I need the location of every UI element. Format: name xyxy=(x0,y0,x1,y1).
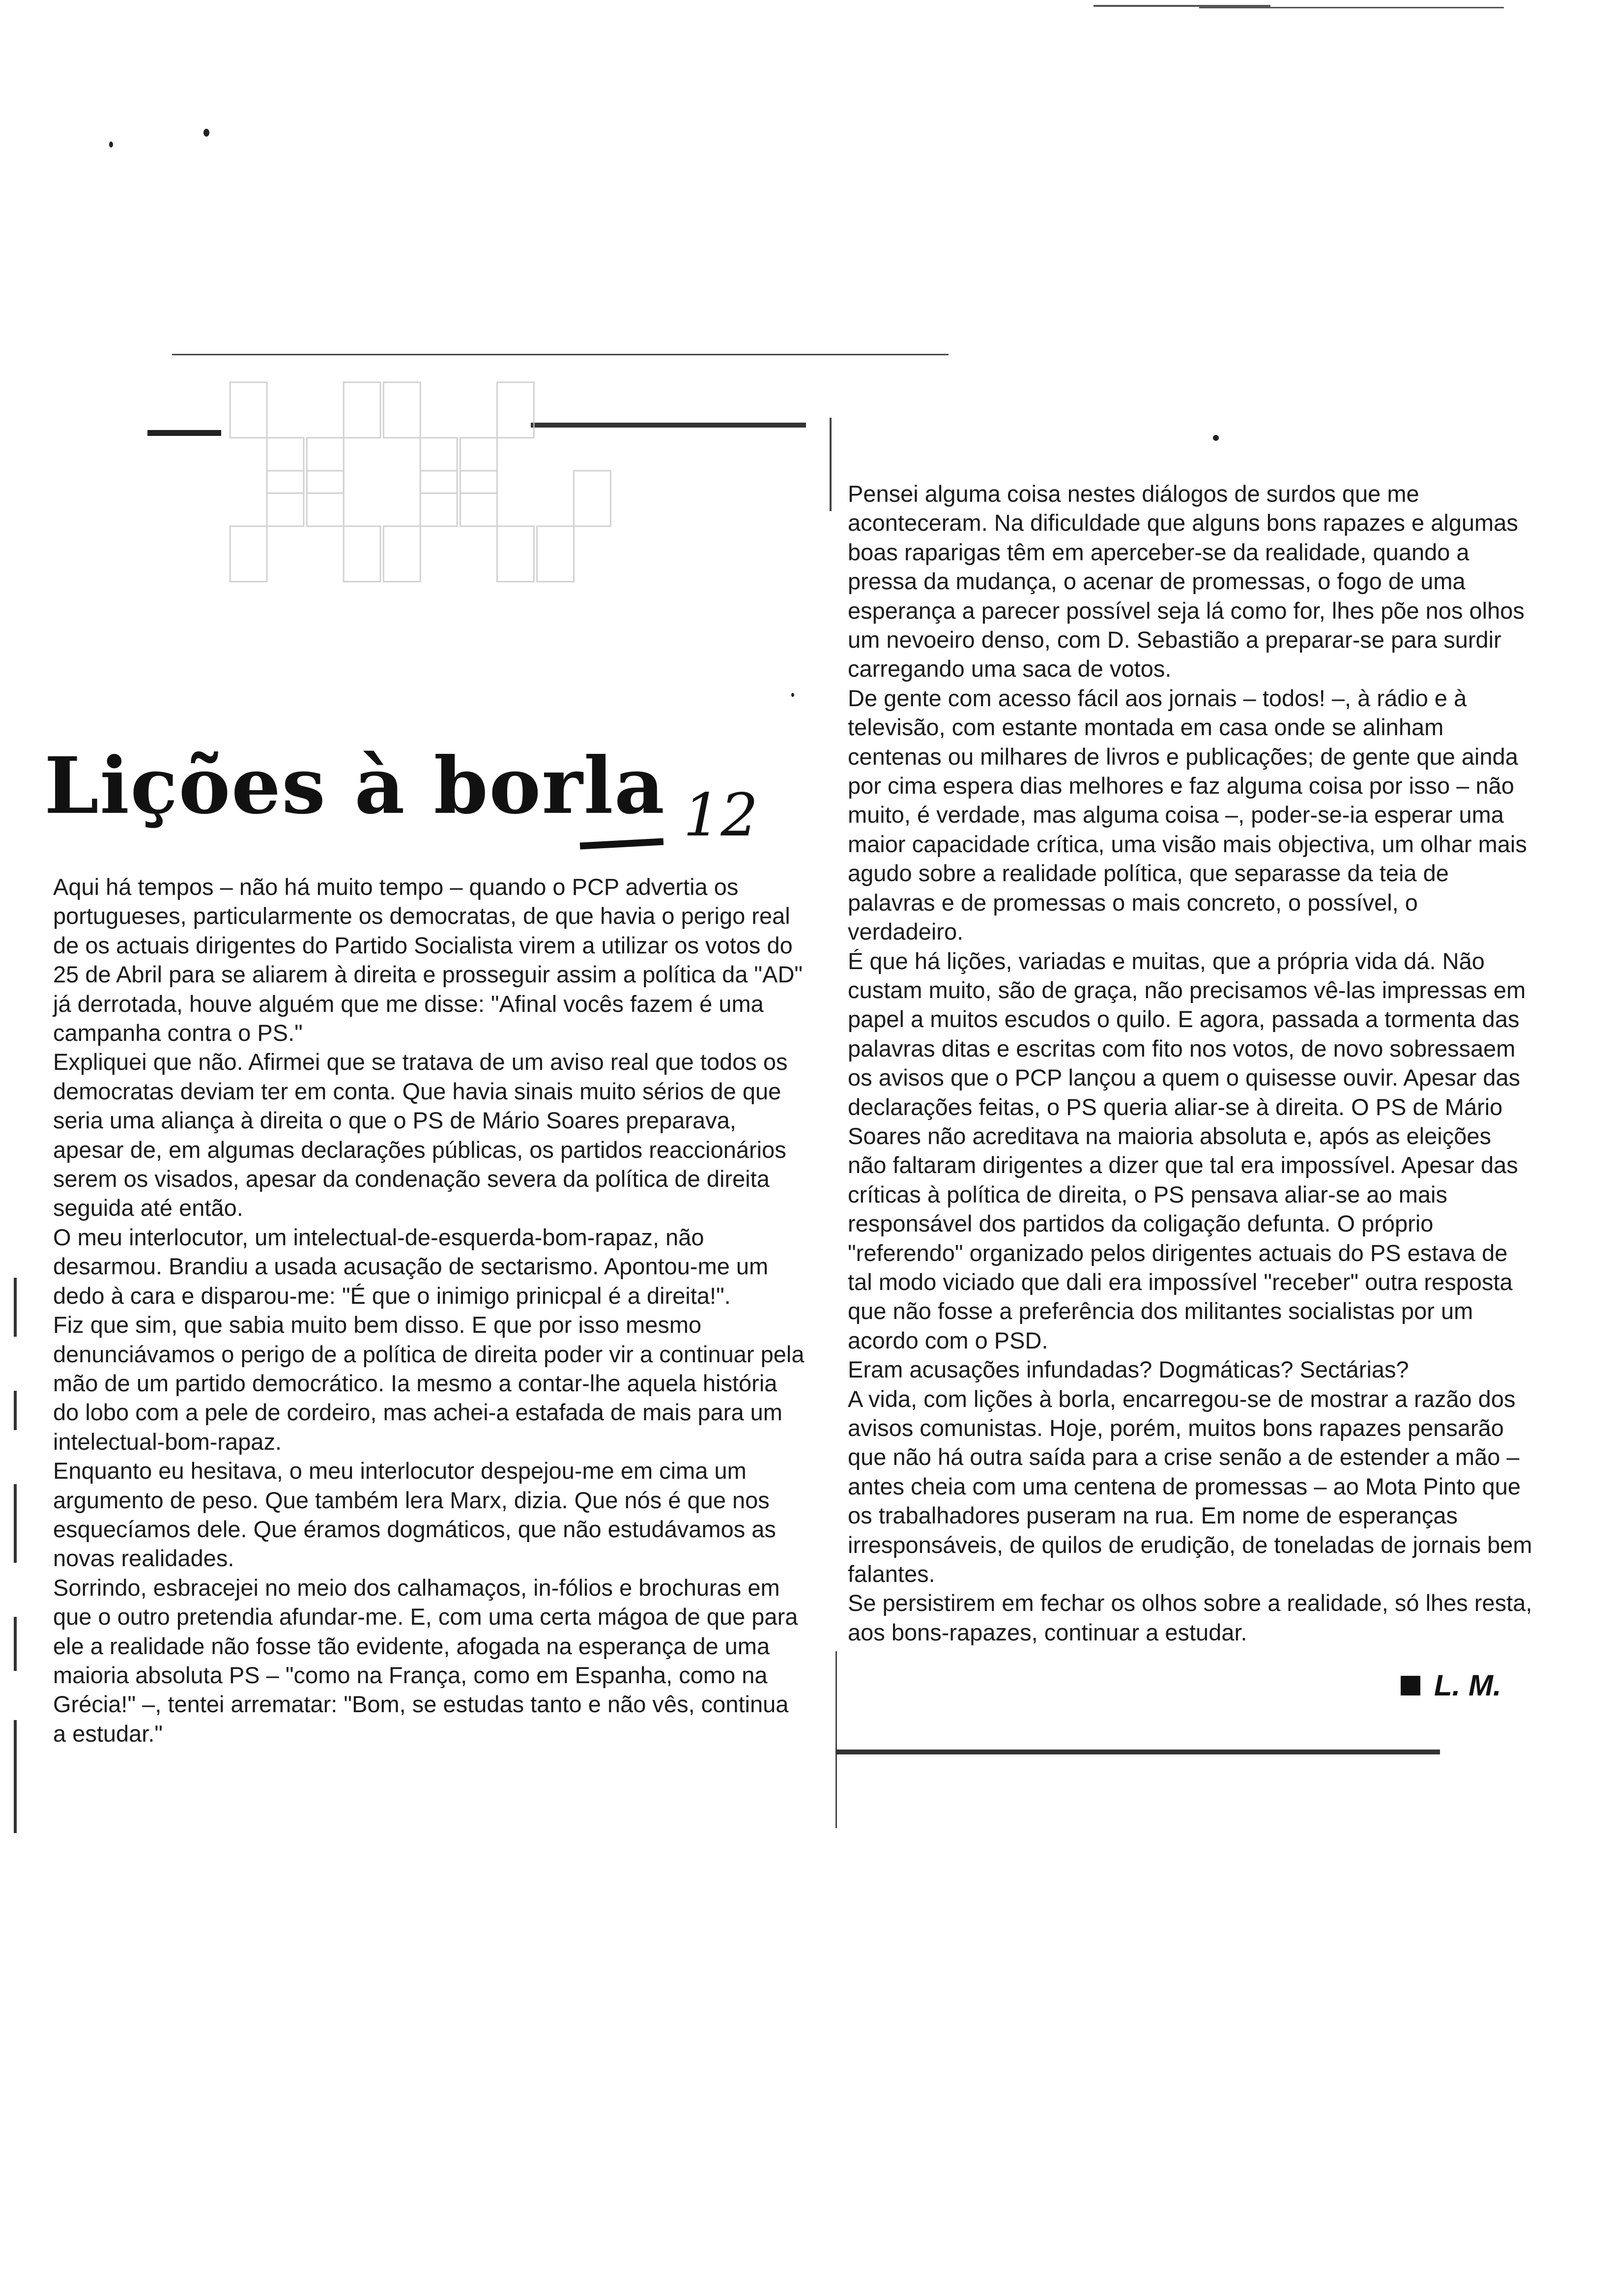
bottom-margin-rule xyxy=(835,1651,837,1828)
paragraph: A vida, com lições à borla, encarregou-se de mostrar a razão dos avisos comunistas. Hoje, porém, muitos bons rapazes pensarão que não há outra saída para a crise senão a de estender a mão – antes cheia com uma centena de promessas – ao Mota Pinto que os trabalhadores puseram na rua. Em nome de esperanças irresponsáveis, de quilos de erudição, de toneladas de jornais bem falantes. xyxy=(848,1385,1532,1587)
paragraph: De gente com acesso fácil aos jornais – todos! –, à rádio e à televisão, com estante montada em casa onde se alinham centenas ou milhares de livros e publicações; de gente que ainda por cima espera dias melhores e faz alguma coisa por isso – não muito, é verdade, mas alguma coisa –, poder-se-ia esperar uma maior capacidade crítica, uma visão mais objectiva, um olhar mais agudo sobre a realidade política, que separasse da teia de palavras e de promessas o mais concreto, o possível, o verdadeiro. xyxy=(848,685,1527,945)
right-column xyxy=(848,479,1536,1647)
title-underline xyxy=(580,838,663,850)
author-initials: L. M. xyxy=(1434,1669,1501,1702)
paragraph: Expliquei que não. Afirmei que se tratava de um aviso real que todos os democratas deviam ter em conta. Que havia sinais muito sérios de que seria uma aliança à direita o que o PS de Mário Soares preparava, apesar de, em algumas declarações públicas, os partidos reaccionários serem os visados, apesar da condenação severa da política de direita seguida até então. xyxy=(53,1049,788,1221)
faded-header-lettering: ▚▞▚▞ ▞▚▞▚▞ xyxy=(231,382,615,580)
author-signature xyxy=(1401,1668,1501,1702)
paragraph: Enquanto eu hesitava, o meu interlocutor despejou-me em cima um argumento de peso. Que também lera Marx, dizia. Que nós é que nos esquecíamos dele. Que éramos dogmáticos, que não estudávamos as novas realidades. xyxy=(53,1458,776,1572)
paragraph: O meu interlocutor, um intelectual-de-esquerda-bom-rapaz, não desarmou. Brandiu a usada acusação de sectarismo. Apontou-me um dedo à cara e disparou-me: "É que o inimigo prinicpal é a direita!". xyxy=(53,1224,769,1309)
paragraph: Sorrindo, esbracejei no meio dos calhamaços, in-fólios e brochuras em que o outro pretendia afundar-me. E, com uma certa mágoa de que para ele a realidade não fosse tão evidente, afogada na esperança de uma maioria absoluta PS – "como na França, como em Espanha, como na Grécia!" –, tentei arrematar: "Bom, se estudas tanto e não vês, continua a estudar." xyxy=(53,1574,798,1747)
header-rule-left xyxy=(147,430,221,436)
paragraph: Fiz que sim, que sabia muito bem disso. E que por isso mesmo denunciávamos o perigo de a política de direita poder vir a continuar pela mão de um partido democrático. Ia mesmo a contar-lhe aquela história do lobo com a pele de cordeiro, mas achei-a estafada de mais para um intelectual-bom-rapaz. xyxy=(53,1312,805,1455)
faded-section-header xyxy=(147,373,826,604)
paragraph: Pensei alguma coisa nestes diálogos de surdos que me aconteceram. Na dificuldade que alguns bons rapazes e algumas boas raparigas têm em aperceber-se da realidade, quando a pressa da mudança, o acenar de promessas, o fogo de uma esperança a parecer possível seja lá como for, lhes põe nos olhos um nevoeiro denso, com D. Sebastião a preparar-se para surdir carregando uma saca de votos. xyxy=(848,481,1525,682)
paragraph: Eram acusações infundadas? Dogmáticas? Sectárias? xyxy=(848,1356,1409,1383)
article-title: Lições à borla xyxy=(44,741,666,832)
closing-rule xyxy=(835,1750,1440,1754)
handwritten-margin-mark: 12 xyxy=(683,781,758,850)
header-rule-top xyxy=(172,354,949,355)
paragraph: Se persistirem em fechar os olhos sobre a realidade, só lhes resta, aos bons-rapazes, continuar a estudar. xyxy=(848,1590,1532,1645)
signature-square-icon xyxy=(1401,1676,1420,1695)
binding-edge-marks xyxy=(9,1278,29,1892)
paragraph: É que há lições, variadas e muitas, que a própria vida dá. Não custam muito, são de graça, não precisamos vê-las impressas em papel a muitos escudos o quilo. E agora, passada a tormenta das palavras ditas e escritas com fito nos votos, de novo sobressaem os avisos que o PCP lançou a quem o quisesse ouvir. Apesar das declarações feitas, o PS queria aliar-se à direita. O PS de Mário Soares não acreditava na maioria absoluta e, após as eleições não faltaram dirigentes a dizer que tal era impossível. Apesar das críticas à política de direita, o PS pensava aliar-se ao mais responsável dos partidos da coligação defunta. O próprio "referendo" organizado pelos dirigentes actuais do PS estava de tal modo viciado que dali era impossível "receber" outra resposta que não fosse a preferência dos militantes socialistas por um acordo com o PSD. xyxy=(848,947,1526,1353)
paragraph: Aqui há tempos – não há muito tempo – quando o PCP advertia os portugueses, particularmente os democratas, de que havia o perigo real de os actuais dirigentes do Partido Socialista virem a utilizar os votos do 25 de Abril para se aliarem à direita e prosseguir assim a política da "AD" já derrotada, houve alguém que me disse: "Afinal vocês fazem é uma campanha contra o PS." xyxy=(53,874,803,1046)
right-margin-rule xyxy=(830,418,832,511)
left-column xyxy=(53,872,805,1748)
top-rule-right xyxy=(1199,7,1504,8)
